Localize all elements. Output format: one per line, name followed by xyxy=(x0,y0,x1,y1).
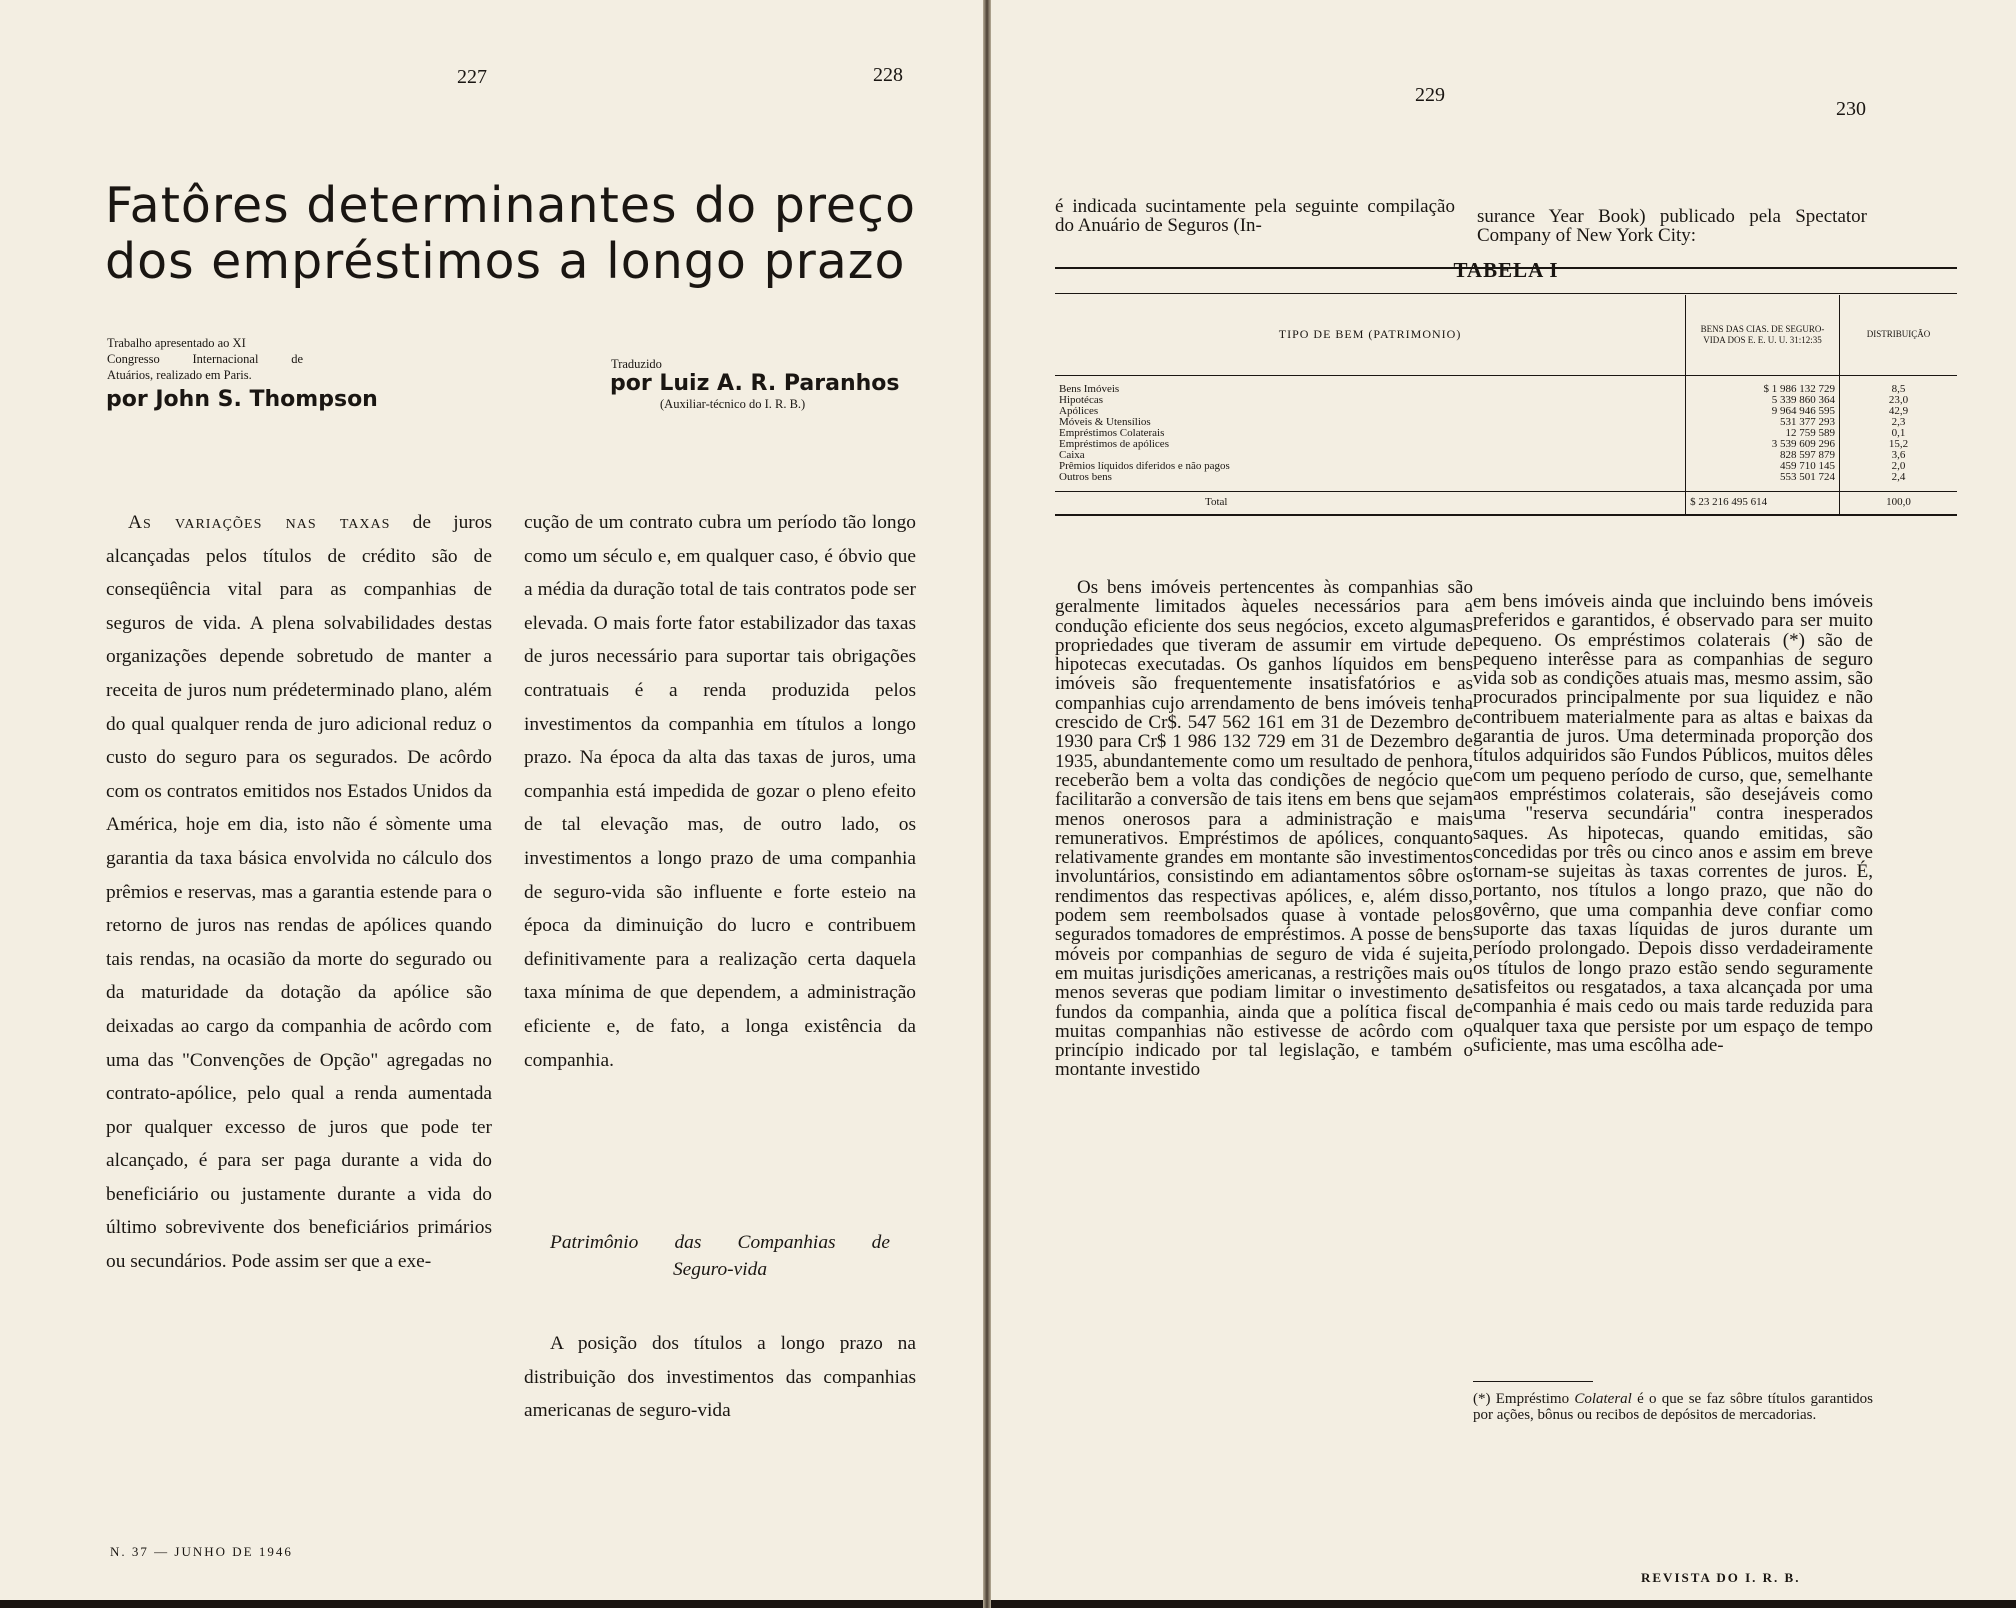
paragraph-text: em bens imóveis ainda que incluindo bens imóveis preferidos e garantidos, é observado para ser muito pequeno. Os empréstimos colaterais (*) são de pequeno interêsse para as companhias de seguro vida sob as condições atuais mas, mesmo assim, são procurados principalmente por sua liquidez e não contribuem materialmente para as altas e baixas da garantia de juros. Uma determinada proporção dos títulos adquiridos são Fundos Públicos, muitos dêles com um pequeno período de curso, que, semelhante aos empréstimos colaterais, são desejáveis como uma "reserva secundária" contra inesperados saques. As hipotecas, quando emitidas, são concedidas por três ou cinco anos e assim em breve tornam-se sujeitas às taxas correntes de juros. É, portanto, nos títulos a longo prazo, que não do govêrno, que uma companhia deve confiar como suporte das taxas líquidas de juros durante um período prolongado. Depois disso verdadeiramente os títulos de longo prazo estão sendo seguramente satisfeitos ou resgatados, a taxa alcançada por uma companhia é mais cedo ou mais tarde reduzida para qualquer taxa que persiste por um espaço de tempo suficiente, mas uma escôlha ade- xyxy=(1473,591,1873,1056)
left-column-2-para-2 xyxy=(524,1327,916,1428)
table-row xyxy=(1055,406,1957,417)
footer-journal: REVISTA DO I. R. B. xyxy=(1641,1570,1801,1585)
right-page xyxy=(991,0,2016,1600)
paragraph-text: A posição dos títulos a longo prazo na distribuição dos investimentos das companhias americanas de seguro-vida xyxy=(524,1333,916,1422)
page-number-228: 228 xyxy=(873,64,903,86)
row-type: Outros bens xyxy=(1059,470,1112,483)
page-number-230: 230 xyxy=(1836,98,1866,120)
total-label: Total xyxy=(1205,496,1228,509)
table-row xyxy=(1055,450,1957,461)
row-type: Apólices xyxy=(1059,404,1099,417)
table-row xyxy=(1055,461,1957,472)
row-value: 828 597 879 xyxy=(1686,450,1840,461)
table-row xyxy=(1055,375,1957,395)
row-value: 3 539 609 296 xyxy=(1686,439,1840,450)
row-distribution: 42,9 xyxy=(1839,406,1957,417)
row-distribution: 15,2 xyxy=(1839,439,1957,450)
row-distribution: 23,0 xyxy=(1839,395,1957,406)
table-title: TABELA I xyxy=(1453,258,1559,282)
row-type: Bens Imóveis xyxy=(1059,382,1120,395)
section-subheading xyxy=(524,1229,916,1283)
paragraph-text: cução de um contrato cubra um período tão longo como um século e, em qualquer caso, é óbvio que a média da duração total de tais contratos pode ser elevada. O mais forte fator estabilizador das taxas de juros necessário para suportar tais obrigações contratuais é a renda produzida pelos investimentos da companhia em títulos a longo prazo. Na época da alta das taxas de juros, uma companhia está impedida de gozar o pleno efeito de tal elevação mas, de outro lado, os investimentos a longo prazo de uma companhia de seguro-vida são influente e forte esteio na época da diminuição do lucro e contribuem definitivamente para a realização certa daquela taxa mínima de que dependem, a administração eficiente e, de fato, a longa existência da companhia. xyxy=(524,512,916,1071)
total-value: $ 23 216 495 614 xyxy=(1686,491,1840,515)
title-line-2: dos empréstimos a longo prazo xyxy=(105,233,906,290)
row-type: Empréstimos Colaterais xyxy=(1059,426,1165,439)
row-value: 459 710 145 xyxy=(1686,461,1840,472)
row-type: Empréstimos de apólices xyxy=(1059,437,1169,450)
title-line-1: Fatôres determinantes do preço xyxy=(105,177,916,234)
table-body xyxy=(1055,375,1957,491)
lead-in: As variações nas taxas xyxy=(128,512,391,533)
investment-table xyxy=(1055,295,1957,516)
row-type: Caixa xyxy=(1059,448,1085,461)
row-distribution: 3,6 xyxy=(1839,450,1957,461)
footnote xyxy=(1473,1391,1873,1423)
total-distribution: 100,0 xyxy=(1839,491,1957,515)
table-row xyxy=(1055,428,1957,439)
right-column-1 xyxy=(1055,578,1473,1458)
table-row xyxy=(1055,395,1957,406)
row-type: Prêmios líquidos diferidos e não pagos xyxy=(1059,459,1230,472)
row-type: Móveis & Utensílios xyxy=(1059,415,1151,428)
row-distribution: 8,5 xyxy=(1839,375,1957,395)
intro-right xyxy=(1477,207,1867,246)
row-value: 531 377 293 xyxy=(1686,417,1840,428)
translator: por Luiz A. R. Paranhos xyxy=(610,371,900,396)
right-column-2 xyxy=(1473,592,1873,1055)
translator-role: (Auxiliar-técnico do I. R. B.) xyxy=(660,397,806,411)
author: por John S. Thompson xyxy=(106,387,378,412)
table-header-rule xyxy=(1055,293,1957,294)
page-number-229: 229 xyxy=(1415,84,1445,106)
footnote-rule xyxy=(1473,1381,1593,1382)
row-distribution: 2,4 xyxy=(1839,472,1957,492)
left-column-2 xyxy=(524,506,916,1077)
row-value: $ 1 986 132 729 xyxy=(1686,375,1840,395)
table-row xyxy=(1055,417,1957,428)
paragraph-text: surance Year Book) publicado pela Spectator Company of New York City: xyxy=(1477,206,1867,247)
col-header-distribution: DISTRIBUIÇÃO xyxy=(1839,295,1957,375)
subheading-line: Seguro-vida xyxy=(672,1259,768,1280)
col-header-assets: BENS DAS CIAS. DE SEGURO-VIDA DOS E. E. U. U. 31:12:35 xyxy=(1686,295,1840,375)
footnote-mark: (*) Empréstimo xyxy=(1473,1391,1570,1407)
row-value: 12 759 589 xyxy=(1686,428,1840,439)
left-page xyxy=(0,0,983,1600)
row-distribution: 2,3 xyxy=(1839,417,1957,428)
article-title xyxy=(105,178,925,290)
col-header-type: TIPO DE BEM (PATRIMONIO) xyxy=(1278,327,1462,342)
row-distribution: 2,0 xyxy=(1839,461,1957,472)
presented-note xyxy=(107,335,307,383)
translated-label: Traduzido xyxy=(611,357,662,371)
paragraph-text: é indicada sucintamente pela seguinte compilação do Anuário de Seguros (In- xyxy=(1055,196,1455,237)
row-value: 9 964 946 595 xyxy=(1686,406,1840,417)
footnote-text: é o que se faz sôbre títulos garantidos por ações, bônus ou recibos de depósitos de mercadorias. xyxy=(1473,1391,1874,1423)
intro-left xyxy=(1055,197,1455,236)
page-gutter xyxy=(983,0,991,1608)
table-row xyxy=(1055,439,1957,450)
left-column-1 xyxy=(106,506,492,1600)
paragraph-text: Os bens imóveis pertencentes às companhias são geralmente limitados àqueles necessários para a condução eficiente dos seus negócios, exceto algumas propriedades que tiveram de assumir em virtude de hipotecas executadas. Os ganhos líquidos em bens imóveis são frequentemente insatisfatórios e as companhias cujo arrendamento de bens imóveis tenha crescido de Cr$. 547 562 161 em 31 de Dezembro de 1930 para Cr$ 1 986 132 729 em 31 de Dezembro de 1935, abundantemente como um resultado de penhora, receberão bem a volta das condições de negócio que facilitarão a conversão de tais itens em bens que sejam menos onerosos para a administração e mais remunerativos. Empréstimos de apólices, conquanto relativamente grandes em montante são investimentos involuntários, consistindo em adiantamentos sôbre os rendimentos das respectivas apólices, e, além disso, podem sem reembolsados quase à vontade pelos segurados tomadores de empréstimos. A posse de bens móveis por companhias de seguro de vida é sujeita, em muitas jurisdições americanas, a restrições mais ou menos severas que podiam limitar o investimento de fundos da companhia, ainda que a política fiscal de muitas companhias não estivesse de acôrdo com o princípio indicado por tal legislação, e também o montante investido xyxy=(1055,578,1473,1081)
presented-note-line: Congresso Internacional de xyxy=(107,352,303,366)
paragraph-text: de juros alcançadas pelos títulos de crédito são de conseqüência vital para as companhias de seguros de vida. A plena solvabilidades destas organizações depende sobretudo de manter a receita de juros num prédeterminado plano, além do qual qualquer renda de juro adicional reduz o custo do seguro para os segurados. De acôrdo com os contratos emitidos nos Estados Unidos da América, hoje em dia, isto não é sòmente uma garantia da taxa básica envolvida no cálculo dos prêmios e reservas, mas a garantia estende para o retorno de juros nas rendas de apólices quando tais rendas, na ocasião da morte do segurado ou da maturidade da dotação da apólice são deixadas ao cargo da companhia de acôrdo com uma das "Convenções de Opção" agregadas no contrato-apólice, pelo qual a renda aumentada por qualquer excesso de juros que pode ter alcançado, é para ser paga durante a vida do beneficiário ou justamente durante a vida do último sobrevivente dos beneficiários primários ou secundários. Pode assim ser que a exe- xyxy=(106,512,492,1273)
row-distribution: 0,1 xyxy=(1839,428,1957,439)
row-type: Hipotécas xyxy=(1059,393,1103,406)
subheading-line: Patrimônio das Companhias de xyxy=(550,1232,890,1253)
row-value: 553 501 724 xyxy=(1686,472,1840,492)
presented-note-line: Atuários, realizado em Paris. xyxy=(107,368,252,382)
footer-issue: N. 37 — JUNHO DE 1946 xyxy=(110,1544,293,1559)
footnote-term: Colateral xyxy=(1574,1391,1632,1407)
presented-note-line: Trabalho apresentado ao XI xyxy=(107,336,246,350)
page-number-227: 227 xyxy=(457,66,487,88)
row-value: 5 339 860 364 xyxy=(1686,395,1840,406)
table-row xyxy=(1055,472,1957,492)
